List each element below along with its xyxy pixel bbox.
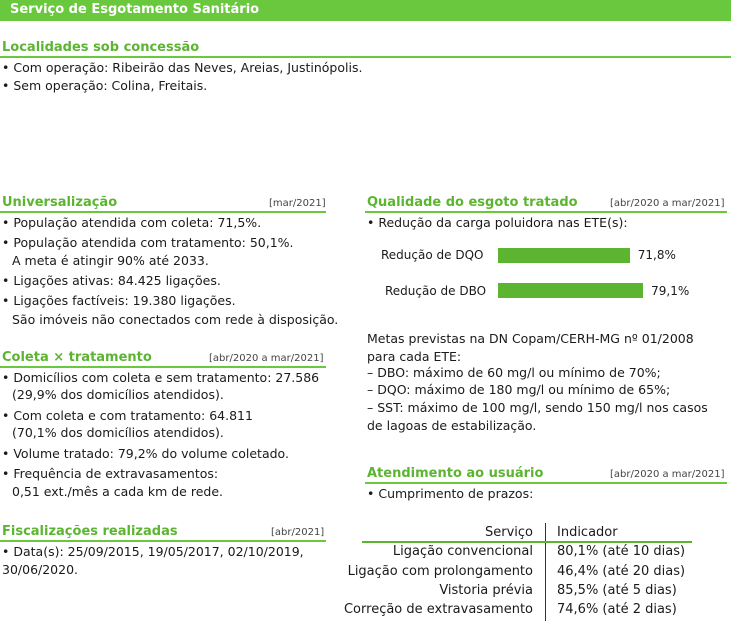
section-divider xyxy=(0,56,731,58)
fiscalizacoes-line: • Data(s): 25/09/2015, 19/05/2017, 02/10/2019, xyxy=(2,544,304,559)
coleta-line: (29,9% dos domicílios atendidos). xyxy=(12,387,224,402)
section-divider xyxy=(0,211,326,213)
coleta-line: • Volume tratado: 79,2% do volume coletado. xyxy=(2,446,289,461)
section-divider xyxy=(365,482,727,484)
section-divider xyxy=(0,540,326,542)
chart-category-label: Redução de DBO xyxy=(385,284,487,298)
section-title-qualidade: Qualidade do esgoto tratado xyxy=(367,195,578,210)
universalizacao-line: • Ligações factíveis: 19.380 ligações. xyxy=(2,293,236,308)
coleta-line: (70,1% dos domicílios atendidos). xyxy=(12,425,224,440)
universalizacao-line: • Ligações ativas: 84.425 ligações. xyxy=(2,273,221,288)
qualidade-intro: • Redução da carga poluidora nas ETE(s): xyxy=(367,215,628,230)
coleta-line: • Com coleta e com tratamento: 64.811 xyxy=(2,408,253,423)
metas-line: – DBO: máximo de 60 mg/l ou mínimo de 70%; xyxy=(367,365,661,380)
metas-line: – DQO: máximo de 180 mg/l ou mínimo de 65%; xyxy=(367,382,671,397)
atendimento-intro: • Cumprimento de prazos: xyxy=(367,486,534,501)
section-divider xyxy=(365,211,727,213)
metas-line: – SST: máximo de 100 mg/l, sendo 150 mg/l nos casos xyxy=(367,400,708,415)
chart-bar-dbo xyxy=(498,283,643,298)
section-date: [abr/2021] xyxy=(271,527,325,538)
table-header-divider xyxy=(362,541,692,543)
universalizacao-line: • População atendida com tratamento: 50,1%. xyxy=(2,235,294,250)
coleta-line: 0,51 ext./mês a cada km de rede. xyxy=(12,484,223,499)
section-date: [abr/2020 a mar/2021] xyxy=(610,198,725,209)
localidades-item: • Com operação: Ribeirão das Neves, Areias, Justinópolis. xyxy=(2,60,363,75)
table-cell-servico: Vistoria prévia xyxy=(439,583,533,598)
table-cell-indicador: 80,1% (até 10 dias) xyxy=(557,544,686,559)
section-divider xyxy=(0,366,326,368)
page-title: Serviço de Esgotamento Sanitário xyxy=(10,2,260,17)
table-header-servico: Serviço xyxy=(484,525,533,540)
table-cell-indicador: 74,6% (até 2 dias) xyxy=(557,602,677,617)
page-header-bar xyxy=(0,0,731,21)
metas-line: Metas previstas na DN Copam/CERH-MG nº 01/2008 xyxy=(367,331,694,346)
section-title-localidades: Localidades sob concessão xyxy=(2,40,200,55)
section-title-fiscalizacoes: Fiscalizações realizadas xyxy=(2,524,178,539)
chart-bar-dqo xyxy=(498,248,630,263)
section-date: [mar/2021] xyxy=(269,198,326,209)
universalizacao-line: • População atendida com coleta: 71,5%. xyxy=(2,215,262,230)
table-cell-servico: Correção de extravasamento xyxy=(343,602,533,617)
chart-category-label: Redução de DQO xyxy=(381,248,484,262)
fiscalizacoes-line: 30/06/2020. xyxy=(2,562,79,577)
table-header-indicador: Indicador xyxy=(557,525,618,540)
universalizacao-line: A meta é atingir 90% até 2033. xyxy=(12,253,209,268)
localidades-item: • Sem operação: Colina, Freitais. xyxy=(2,78,208,93)
table-cell-indicador: 46,4% (até 20 dias) xyxy=(557,564,686,579)
coleta-line: • Frequência de extravasamentos: xyxy=(2,466,219,481)
universalizacao-line: São imóveis não conectados com rede à disposição. xyxy=(12,312,339,327)
table-cell-indicador: 85,5% (até 5 dias) xyxy=(557,583,677,598)
section-title-coleta: Coleta × tratamento xyxy=(2,350,152,365)
metas-line: para cada ETE: xyxy=(367,349,462,364)
table-cell-servico: Ligação com prolongamento xyxy=(347,564,533,579)
section-title-universalizacao: Universalização xyxy=(2,195,118,210)
chart-value-label: 71,8% xyxy=(637,248,676,262)
section-title-atendimento: Atendimento ao usuário xyxy=(367,466,544,481)
section-date: [abr/2020 a mar/2021] xyxy=(610,469,725,480)
metas-line: de lagoas de estabilização. xyxy=(367,418,537,433)
section-date: [abr/2020 a mar/2021] xyxy=(209,353,324,364)
table-column-divider xyxy=(545,523,546,621)
table-cell-servico: Ligação convencional xyxy=(392,544,533,559)
coleta-line: • Domicílios com coleta e sem tratamento: 27.586 xyxy=(2,370,320,385)
chart-value-label: 79,1% xyxy=(651,284,690,298)
